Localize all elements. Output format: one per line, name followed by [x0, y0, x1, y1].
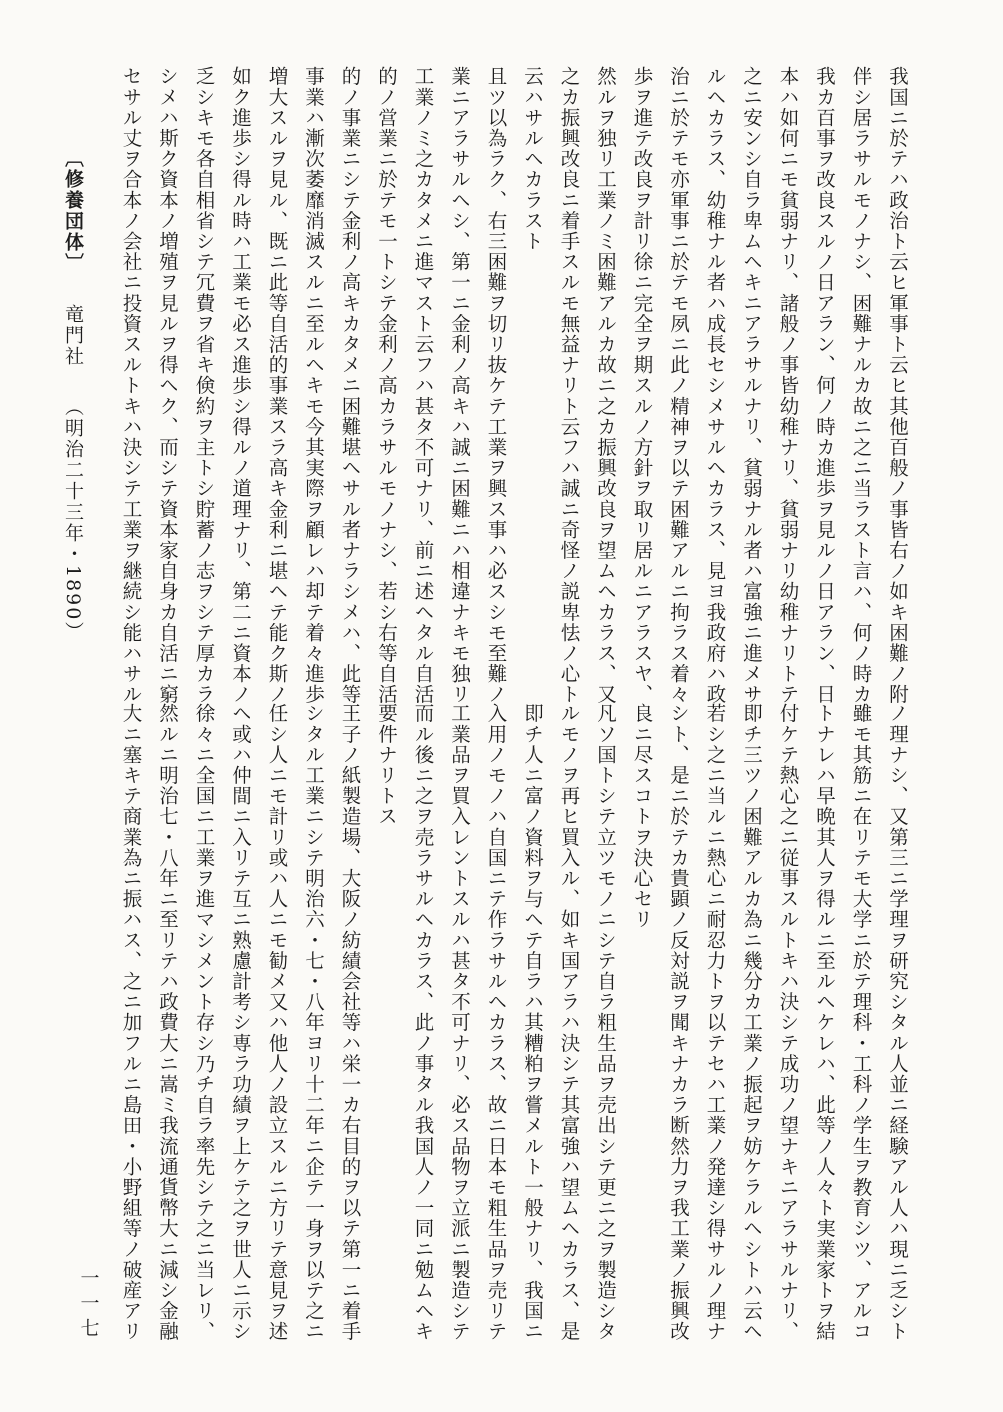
text-line: 任シ人ニモ計リ或ハ人ニモ勧メ又ハ他人ノ設立スルニ方リテ意見ヲ述 — [265, 703, 289, 1342]
text-line: シト、是ニ於テカ貴顕ノ反対説ヲ聞キナカラ断然力ヲ我工業ノ振興改 — [667, 703, 690, 1342]
page-number: 一一七 — [77, 1268, 100, 1343]
text-line: 且ツ以為ラク、右三困難ヲ切リ抜ケテ工業ヲ興ス事ハ必スシモ至難ノ — [484, 66, 508, 705]
text-line: ノ理ナシ、又第三ニ学理ヲ研究シタル人並ニ経験アル人ハ現ニ乏シト — [886, 703, 909, 1342]
text-line: 徐々ニ全国ニ工業ヲ進マシメント存シ乃チ自ラ率先シテ之ニ当レリ、 — [192, 703, 216, 1342]
text-line: シタル工業ニシテ明治六・七・八年ヨリ十二年ニ企テ一身ヲ以テ之ニ — [302, 703, 325, 1342]
text-line: 王子ノ紙製造場、大阪ノ紡績会社等ハ栄一カ右目的ヲ以テ第一ニ着手 — [338, 703, 362, 1342]
text-line: セサル丈ヲ合本ノ会社ニ投資スルトキハ決シテ工業ヲ継続シ能ハサル — [119, 66, 143, 705]
text-line: 而ル後ニ之ヲ売ラサルヘカラス、此ノ事タル我国人ノ一同ニ勉ムヘキ — [411, 703, 435, 1342]
text-line: 然ルヲ独リ工業ノミ困難アルカ故ニ之カ振興改良ヲ望ムヘカラス、又 — [594, 66, 617, 705]
text-line: 我カ百事ヲ改良スルノ日アラン、何ノ時カ進歩ヲ見ルノ日アラン、日 — [813, 66, 836, 705]
text-line: 要件ナリトス — [375, 703, 398, 827]
text-line: 我国ニ於テハ政治ト云ヒ軍事ト云ヒ其他百般ノ事皆右ノ如キ困難ノ附 — [886, 66, 909, 705]
text-line: 大ニ塞キテ商業為ニ振ハス、之ニ加フルニ島田・小野組等ノ破産アリ — [119, 703, 143, 1342]
text-line: 工業ノミ之カタメニ進マスト云フハ甚タ不可ナリ、前ニ述ヘタル自活 — [411, 66, 435, 705]
text-line: 之ニ安ンシ自ラ卑ムヘキニアラサルナリ、貧弱ナル者ハ富強ニ進メサ — [740, 66, 763, 705]
caption-date: （明治二十三年・1890） — [62, 397, 84, 643]
text-line: 雖モ其筋ニ在リテモ大学ニ於テ理科・工科ノ学生ヲ教育シツ、アルコ — [849, 703, 873, 1342]
text-line: ルモノヲ再ヒ買入ル、如キ国アラハ決シテ其富強ハ望ムヘカラス、是 — [557, 703, 581, 1342]
caption-publisher: 竜門社 — [62, 304, 84, 368]
text-line: 入用ノモノハ自国ニテ作ラサルヘカラス、故ニ日本モ粗生品ヲ売リテ — [484, 703, 508, 1342]
text-line: 工業品ヲ買入レントスルハ甚タ不可ナリ、必ス品物ヲ立派ニ製造シテ — [448, 703, 471, 1342]
text-line: 増大スルヲ見ル、既ニ此等自活的事業スラ高キ金利ニ堪ヘテ能ク斯ノ — [265, 66, 289, 705]
text-line: 乏シキモ各自相省シテ冗費ヲ省キ倹約ヲ主トシ貯蓄ノ志ヲシテ厚カラ — [192, 66, 216, 705]
text-line: 本ハ如何ニモ貧弱ナリ、諸般ノ事皆幼稚ナリ、貧弱ナリ幼稚ナリトテ — [776, 66, 800, 705]
text-line: 良ニ尽スコトヲ決心セリ — [630, 703, 654, 930]
caption-category: 〔修養団体〕 — [62, 148, 84, 274]
text-line: 業ニアラサルヘシ、第一ニ金利ノ高キハ誠ニ困難ニハ相違ナキモ独リ — [448, 66, 471, 705]
text-line: 的ノ営業ニ於テモ一トシテ金利ノ高カラサルモノナシ、若シ右等自活 — [375, 66, 398, 705]
running-caption — [58, 148, 88, 708]
text-line: 伴シ居ラサルモノナシ、困難ナルカ故ニ之ニ当ラスト言ハ、何ノ時カ — [849, 66, 873, 705]
text-line: ヘ或ハ仲間ニ入リテ互ニ熟慮計考シ専ラ功績ヲ上ケテ之ヲ世人ニ示シ — [229, 703, 252, 1342]
text-line: 付ケテ熱心之ニ従事スルトキハ決シテ成功ノ望ナキニアラサルナリ、 — [776, 703, 800, 1342]
text-line: 然ルニ明治七・八年ニ至リテハ政費大ニ嵩ミ我流通貨幣大ニ減シ金融 — [156, 703, 179, 1342]
text-line: トナレハ早晩其人ヲ得ルニ至ルヘケレハ、此等ノ人々ト実業家トヲ結 — [813, 703, 836, 1342]
upper-text-block — [112, 66, 915, 705]
lower-text-block — [112, 703, 915, 1343]
text-line: 云ハサルヘカラスト — [521, 66, 544, 252]
text-line: 事業ハ漸次萎靡消滅スルニ至ルヘキモ今其実際ヲ顧レハ却テ着々進歩 — [302, 66, 325, 705]
text-line: 之カ振興改良ニ着手スルモ無益ナリト云フハ誠ニ奇怪ノ説卑怯ノ心ト — [557, 66, 581, 705]
text-line: ルヘカラス、幼稚ナル者ハ成長セシメサルヘカラス、見ヨ我政府ハ政 — [703, 66, 727, 705]
text-line: 的ノ事業ニシテ金利ノ高キカタメニ困難堪ヘサル者ナラシメハ、此等 — [338, 66, 362, 705]
text-line: 即チ三ツノ困難アルカ為ニ幾分カ工業ノ振起ヲ妨ケラルヘシトハ云ヘ — [740, 703, 763, 1342]
text-line: 如ク進歩シ得ル時ハ工業モ必ス進歩シ得ルノ道理ナリ、第二ニ資本ノ — [229, 66, 252, 705]
text-line: 凡ソ国トシテ立ツモノニシテ自ラ粗生品ヲ売出シテ更ニ之ヲ製造シタ — [594, 703, 617, 1342]
text-line: 歩ヲ進テ改良ヲ計リ徐ニ完全ヲ期スルノ方針ヲ取リ居ルニアラスヤ、 — [630, 66, 654, 705]
text-line: 即チ人ニ富ノ資料ヲ与ヘテ自ラハ其糟粕ヲ嘗メルト一般ナリ、我国ニ — [521, 703, 544, 1342]
text-line: 治ニ於テモ亦軍事ニ於テモ夙ニ此ノ精神ヲ以テ困難アルニ拘ラス着々 — [667, 66, 690, 705]
text-line: 若シ之ニ当ルニ熱心ニ耐忍力トヲ以テセハ工業ノ発達シ得サルノ理ナ — [703, 703, 727, 1342]
text-line: シメハ斯ク資本ノ増殖ヲ見ルヲ得ヘク、而シテ資本家自身カ自活ニ窮 — [156, 66, 179, 705]
